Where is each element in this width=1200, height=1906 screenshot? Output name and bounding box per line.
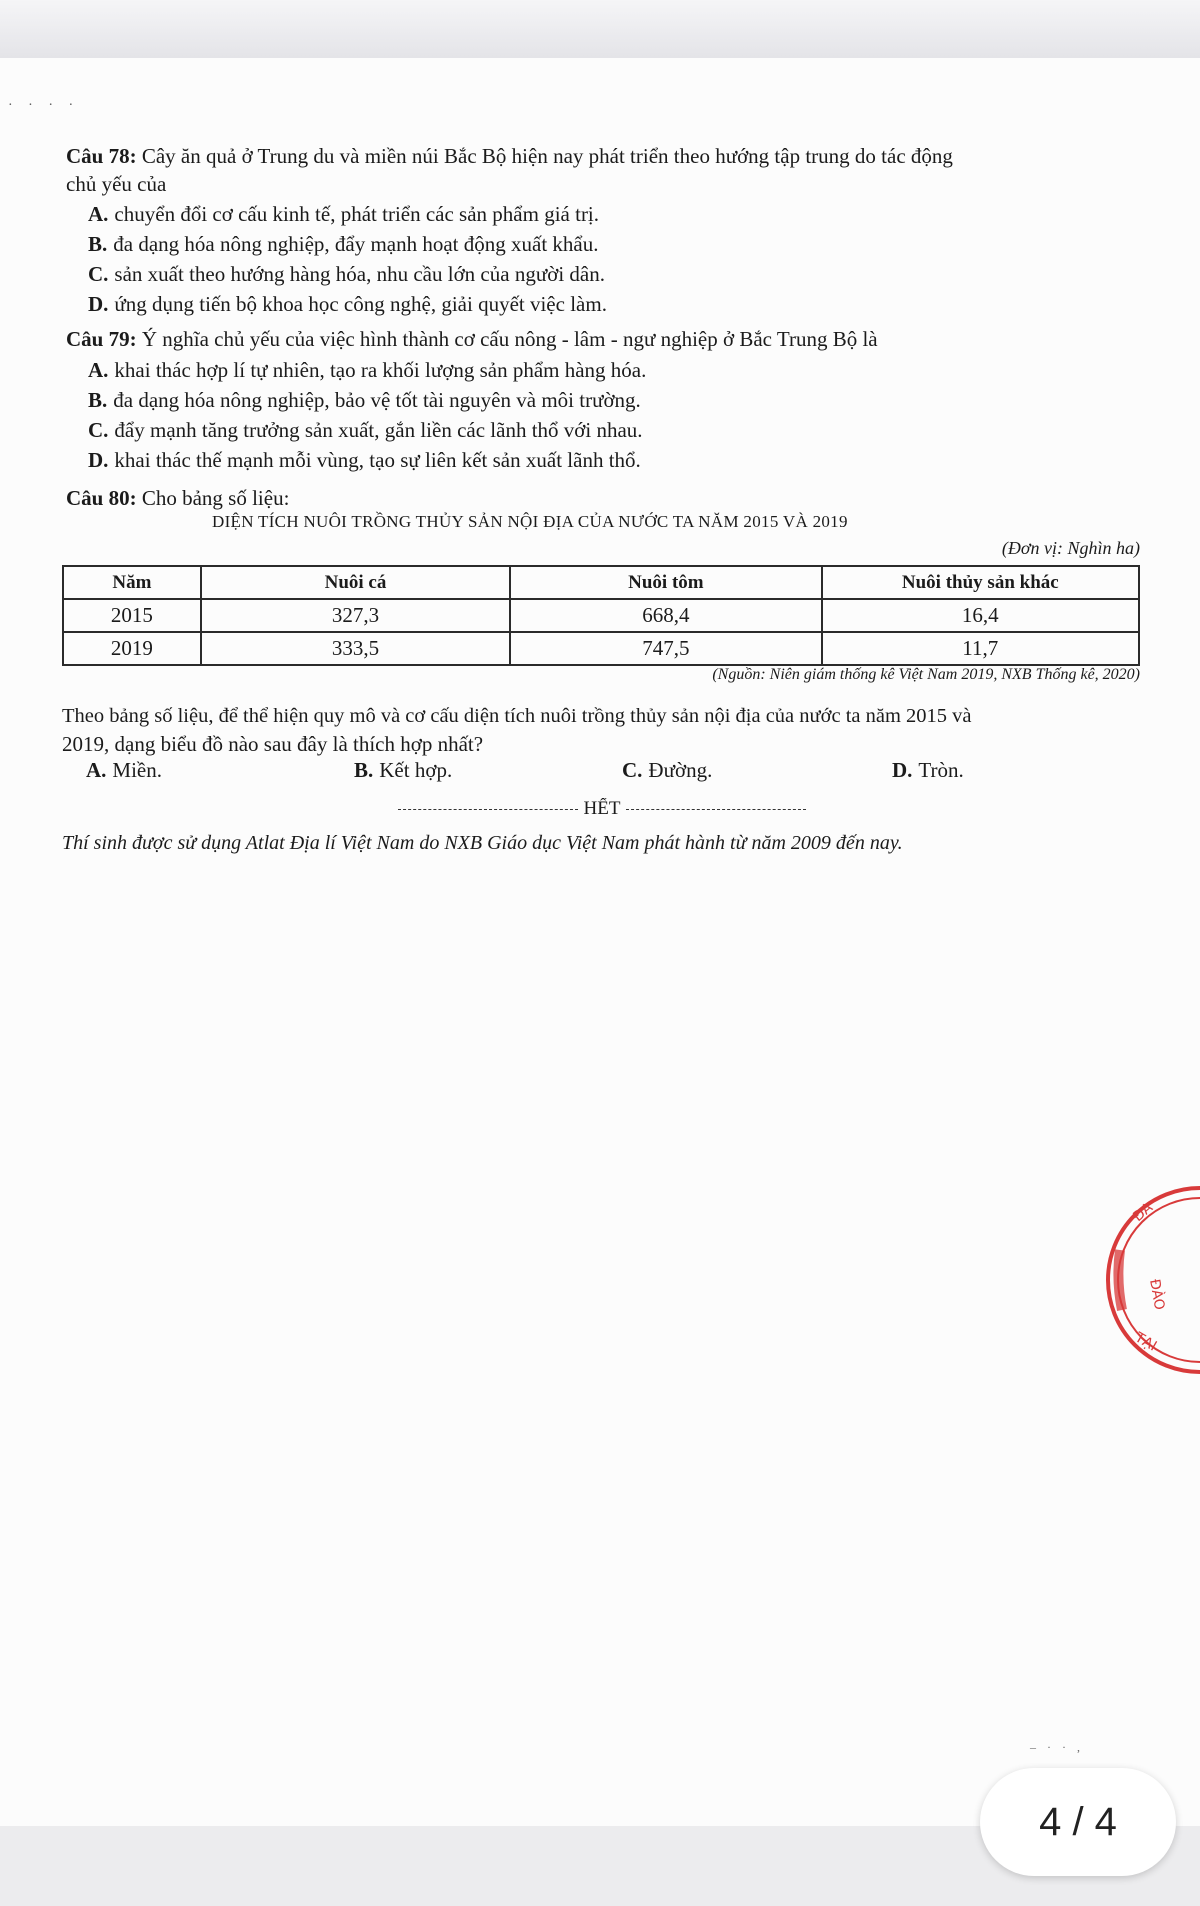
q80-stem: Cho bảng số liệu:: [141, 486, 290, 510]
q78-option-c: C. sản xuất theo hướng hàng hóa, nhu cầu lớn của người dân.: [88, 262, 605, 286]
table-cell: 668,4: [510, 599, 821, 632]
q80-answer-b: B. Kết hợp.: [354, 758, 453, 782]
q80-question-line2: 2019, dạng biểu đồ nào sau đây là thích hợp nhất?: [62, 732, 484, 756]
document-page: [0, 58, 1200, 1826]
q79-option-a: A. khai thác hợp lí tự nhiên, tạo ra khối lượng sản phẩm hàng hóa.: [88, 358, 647, 382]
svg-text:ĐÀO: ĐÀO: [1146, 1277, 1168, 1312]
q80-text: [66, 484, 289, 512]
q78-option-d: D. ứng dụng tiến bộ khoa học công nghệ, giải quyết việc làm.: [88, 292, 607, 316]
q79-option-b: B. đa dạng hóa nông nghiệp, bảo vệ tốt tài nguyên và môi trường.: [88, 388, 641, 412]
table-source: (Nguồn: Niên giám thống kê Việt Nam 2019, NXB Thống kê, 2020): [712, 666, 1140, 683]
table-row: [63, 599, 1139, 632]
q78-option-a: A. chuyển đổi cơ cấu kinh tế, phát triển các sản phẩm giá trị.: [88, 202, 600, 226]
page-indicator[interactable]: 4 / 4: [980, 1768, 1176, 1876]
end-text: HẾT: [583, 798, 621, 819]
q79-option-d: D. khai thác thế mạnh mỗi vùng, tạo sự liên kết sản xuất lãnh thổ.: [88, 448, 641, 472]
table-title: DIỆN TÍCH NUÔI TRỒNG THỦY SẢN NỘI ĐỊA CỦA NƯỚC TA NĂM 2015 VÀ 2019: [212, 512, 848, 531]
table-cell: 747,5: [510, 632, 821, 665]
header-shrimp: Nuôi tôm: [510, 566, 821, 599]
q78-stem: Cây ăn quả ở Trung du và miền núi Bắc Bộ hiện nay phát triển theo hướng tập trung do tác động: [141, 144, 953, 168]
candidate-note: Thí sinh được sử dụng Atlat Địa lí Việt Nam do NXB Giáo dục Việt Nam phát hành từ năm 2009 đến nay.: [62, 832, 903, 854]
table-unit: (Đơn vị: Nghìn ha): [1001, 538, 1140, 558]
table-header-row: [63, 566, 1139, 599]
q79-option-c: C. đẩy mạnh tăng trưởng sản xuất, gắn liền các lãnh thổ với nhau.: [88, 418, 643, 442]
header-fish: Nuôi cá: [201, 566, 510, 599]
q79-text: [66, 325, 878, 353]
end-marker: [368, 798, 836, 820]
svg-text:ĐA: ĐA: [1130, 1199, 1157, 1226]
table-row: [63, 632, 1139, 665]
top-bar: [0, 0, 1200, 58]
q80-label: Câu 80:: [66, 486, 137, 510]
table-cell: 327,3: [201, 599, 510, 632]
data-table: [62, 565, 1140, 666]
table-cell: 2019: [63, 632, 201, 665]
header-year: Năm: [63, 566, 201, 599]
q78-text: [66, 142, 953, 170]
official-stamp-icon: [1090, 1170, 1200, 1390]
q78-option-b: B. đa dạng hóa nông nghiệp, đẩy mạnh hoạt động xuất khẩu.: [88, 232, 599, 256]
table-cell: 333,5: [201, 632, 510, 665]
header-other: Nuôi thủy sản khác: [822, 566, 1139, 599]
q80-question-line1: Theo bảng số liệu, để thể hiện quy mô và cơ cấu diện tích nuôi trồng thủy sản nội địa của nước ta năm 2015 và: [62, 705, 972, 727]
table-cell: 16,4: [822, 599, 1139, 632]
q79-stem: Ý nghĩa chủ yếu của việc hình thành cơ cấu nông - lâm - ngư nghiệp ở Bắc Trung Bộ là: [141, 327, 878, 351]
svg-text:TẠI: TẠI: [1132, 1329, 1160, 1355]
table-cell: 2015: [63, 599, 201, 632]
q78-text-cont: chủ yếu của: [66, 172, 167, 196]
q80-answer-d: D. Tròn.: [892, 758, 964, 782]
table-cell: 11,7: [822, 632, 1139, 665]
scan-marks: – · · ,: [1030, 1740, 1084, 1754]
q80-answer-c: C. Đường.: [622, 758, 713, 782]
scan-marks: · · · ·: [8, 98, 80, 113]
q80-answer-a: A. Miền.: [86, 758, 162, 782]
q79-label: Câu 79:: [66, 327, 137, 351]
q78-label: Câu 78:: [66, 144, 137, 168]
